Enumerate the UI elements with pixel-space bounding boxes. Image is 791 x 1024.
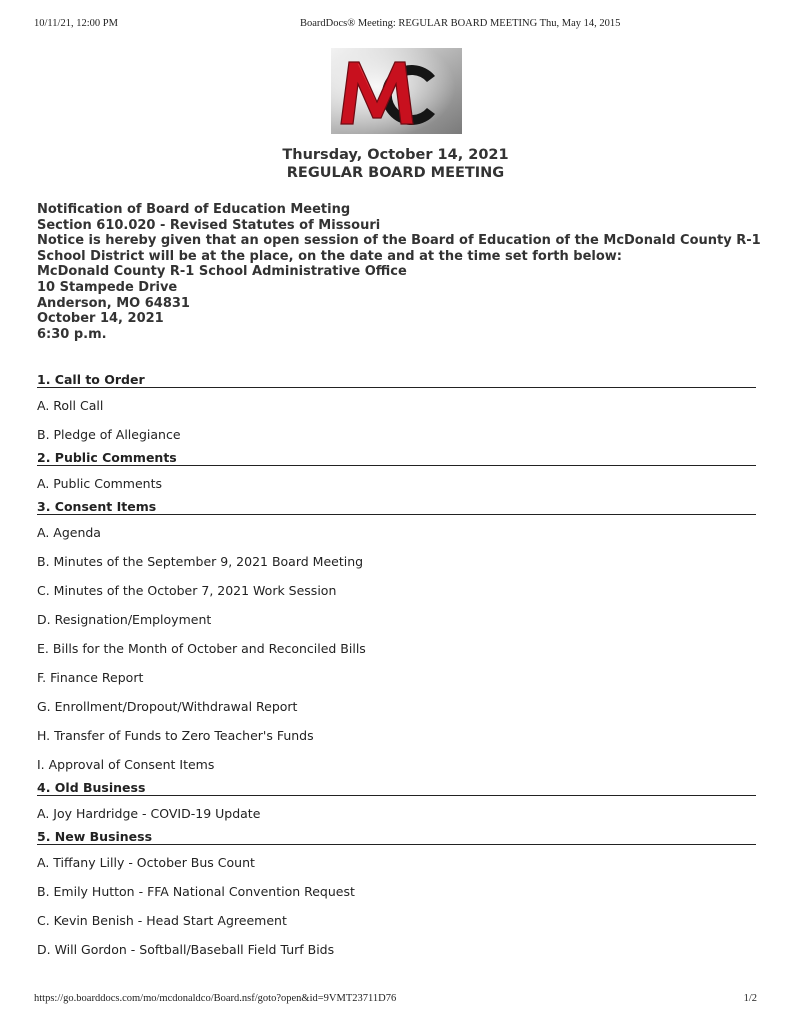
agenda-item[interactable]: F. Finance Report [37, 670, 144, 685]
agenda-item[interactable]: B. Pledge of Allegiance [37, 427, 181, 442]
print-header [34, 18, 757, 32]
meeting-title: REGULAR BOARD MEETING [286, 165, 505, 181]
agenda-item[interactable]: B. Emily Hutton - FFA National Convention Request [37, 884, 355, 899]
agenda-section-title[interactable]: 1. Call to Order [37, 372, 756, 388]
agenda-item[interactable]: A. Agenda [37, 525, 101, 540]
agenda-item[interactable]: A. Roll Call [37, 398, 104, 413]
notice-line: October 14, 2021 [37, 311, 164, 327]
notice-line: Anderson, MO 64831 [37, 295, 190, 311]
notice-line: School District will be at the place, on the date and at the time set forth below: [37, 248, 622, 264]
print-page-number: 1/2 [743, 993, 757, 1004]
agenda-section-title[interactable]: 4. Old Business [37, 780, 756, 796]
print-footer [34, 993, 757, 1007]
print-page-title: BoardDocs® Meeting: REGULAR BOARD MEETING Thu, May 14, 2015 [300, 18, 621, 29]
agenda-item[interactable]: G. Enrollment/Dropout/Withdrawal Report [37, 699, 298, 714]
agenda-item[interactable]: C. Minutes of the October 7, 2021 Work Session [37, 583, 337, 598]
notice-line: Notification of Board of Education Meeting [37, 202, 351, 217]
agenda-item[interactable]: I. Approval of Consent Items [37, 757, 215, 772]
agenda-section-title[interactable]: 5. New Business [37, 829, 756, 845]
agenda-item[interactable]: A. Tiffany Lilly - October Bus Count [37, 855, 255, 870]
agenda-section-title[interactable]: 3. Consent Items [37, 499, 756, 515]
meeting-date: Thursday, October 14, 2021 [282, 147, 509, 163]
notice-line: Notice is hereby given that an open session of the Board of Education of the McDonald County R-1 [37, 233, 761, 249]
meeting-heading [0, 146, 791, 182]
agenda-item[interactable]: C. Kevin Benish - Head Start Agreement [37, 913, 287, 928]
agenda-item[interactable]: B. Minutes of the September 9, 2021 Board Meeting [37, 554, 364, 569]
notice-line: Section 610.020 - Revised Statutes of Missouri [37, 217, 381, 233]
agenda [37, 372, 756, 957]
agenda-item[interactable]: A. Public Comments [37, 476, 162, 491]
agenda-item[interactable]: E. Bills for the Month of October and Reconciled Bills [37, 641, 366, 656]
agenda-section-title[interactable]: 2. Public Comments [37, 450, 756, 466]
notice-line: 10 Stampede Drive [37, 279, 178, 295]
print-url[interactable]: https://go.boarddocs.com/mo/mcdonaldco/Board.nsf/goto?open&id=9VMT23711D76 [34, 993, 397, 1004]
district-logo [331, 48, 462, 134]
notice-line: McDonald County R-1 School Administrative Office [37, 264, 407, 280]
agenda-item[interactable]: A. Joy Hardridge - COVID-19 Update [37, 806, 261, 821]
notice-line: 6:30 p.m. [37, 326, 107, 342]
agenda-item[interactable]: D. Resignation/Employment [37, 612, 212, 627]
agenda-item[interactable]: D. Will Gordon - Softball/Baseball Field Turf Bids [37, 942, 335, 957]
meeting-notice [37, 202, 761, 342]
print-datetime: 10/11/21, 12:00 PM [34, 18, 118, 29]
agenda-item[interactable]: H. Transfer of Funds to Zero Teacher's Funds [37, 728, 314, 743]
